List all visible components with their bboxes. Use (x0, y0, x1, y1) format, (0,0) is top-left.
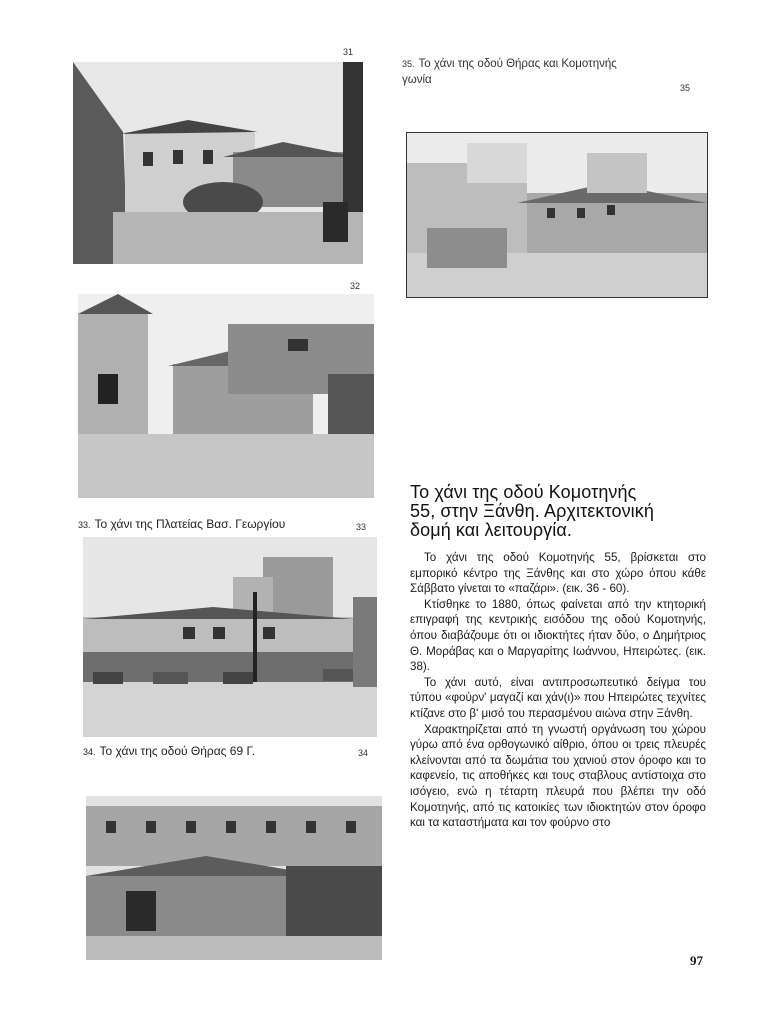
caption-35 (402, 58, 617, 70)
caption-33-number: 33. (78, 520, 91, 530)
photo-34-thiras-inn (86, 796, 382, 960)
caption-35-text: Το χάνι της οδού Θήρας και Κομοτηνής (418, 58, 617, 70)
caption-34-text: Το χάνι της οδού Θήρας 69 Γ. (99, 744, 256, 758)
photo-35-inn-corner (406, 132, 708, 298)
caption-33-text: Το χάνι της Πλατείας Βασ. Γεωργίου (94, 517, 286, 531)
caption-35-number: 35. (402, 59, 415, 69)
photo-33-plateia-inn (83, 537, 377, 737)
photo-number-35: 35 (680, 83, 691, 93)
photo-number-31: 31 (343, 47, 354, 57)
page-number: 97 (690, 953, 703, 968)
article-title-line-3: δομή και λειτουργία. (410, 520, 572, 540)
article-paragraph-2: Κτίσθηκε το 1880, όπως φαίνεται από την κτητορική επιγραφή της κεντρικής εισόδου της οδού Κομοτηνής, όπου διαβάζουμε ότι οι ιδιοκτήτες ήταν δύο, ο Δημήτριος Θ. Μοράβας και ο Μαργαρίτης Ιωάννου, Ηπειρώτες. (εικ. 38). (410, 597, 706, 674)
caption-33 (78, 517, 285, 531)
article-title (410, 483, 710, 540)
article-title-line-2: 55, στην Ξάνθη. Αρχιτεκτονική (410, 501, 654, 521)
article-title-line-1: Το χάνι της οδού Κομοτηνής (410, 482, 637, 502)
caption-34-number: 34. (83, 747, 96, 757)
photo-number-33: 33 (356, 522, 367, 532)
caption-35-line2: γωνία (402, 74, 432, 86)
caption-34 (83, 744, 255, 758)
article-paragraph-4: Χαρακτηρίζεται από τη γνωστή οργάνωση του χώρου γύρω από ένα ορθογωνικό αίθριο, όπου οι τρεις πλευρές κλείνονται από τα δωμάτια του χανιού στον όροφο και το καφενείο, τις αποθήκες και τους σταβλους αντίστοιχα στο ισόγειο, ενώ η τέταρτη πλευρά που βλέπει την οδό Κομοτηνής, από τις κατοικίες των ιδιοκτητών στον όροφο και τα καταστήματα και τον φούρνο στο (410, 722, 706, 830)
photo-32-street-corner (78, 294, 374, 498)
photo-31-inn-courtyard (73, 62, 363, 264)
photo-number-34: 34 (358, 748, 369, 758)
photo-number-32: 32 (350, 281, 361, 291)
article-body (410, 550, 706, 831)
article-paragraph-3: Το χάνι αυτό, είναι αντιπροσωπευτικό δείγμα του τύπου «φούρν' μαγαζί και χάν(ι)» που Ηπειρώτες τεχνίτες κτίζανε στο β' μισό του περασμένου αιώνα στην Ξάνθη. (410, 675, 706, 720)
article-paragraph-1: Το χάνι της οδού Κομοτηνής 55, βρίσκεται στο εμπορικό κέντρο της Ξάνθης και στο χώρο όπου κάθε Σάββατο γίνεται το «παζάρι». (εικ. 36 - 60). (410, 551, 706, 596)
